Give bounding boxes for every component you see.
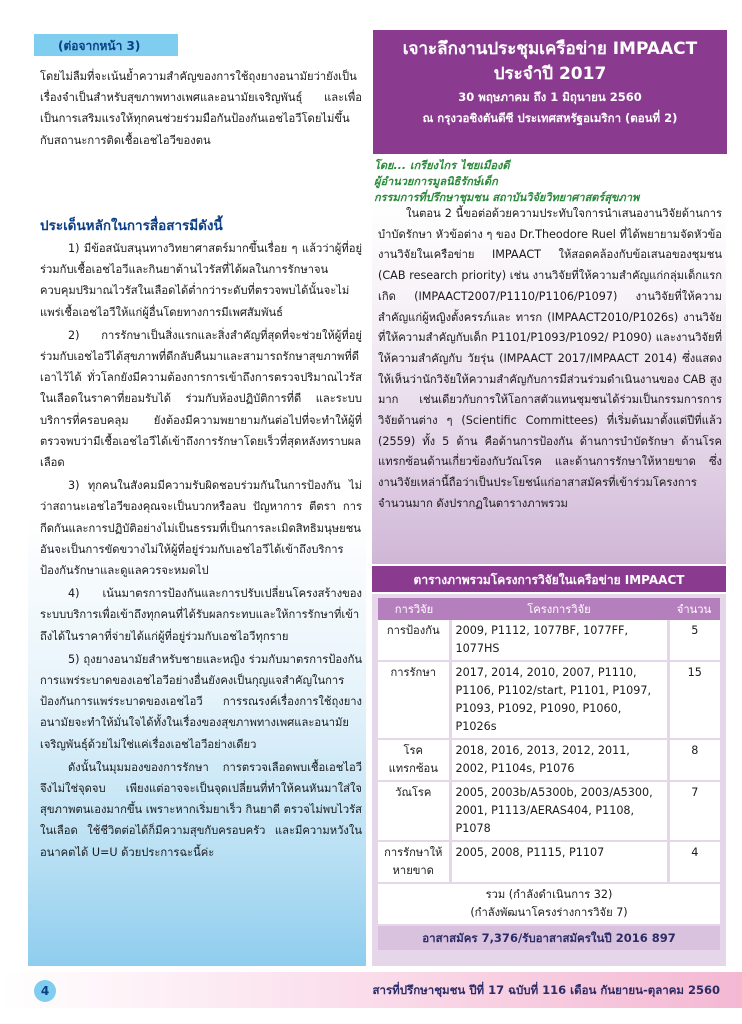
table-row [378, 841, 720, 883]
row-count: 7 [668, 781, 720, 841]
event-date: 30 พฤษภาคม ถึง 1 มิถุนายน 2560 [458, 90, 642, 104]
article-title: เจาะลึกงานประชุมเครือข่าย IMPAACT [402, 39, 698, 59]
publication-info: สารที่ปรึกษาชุมชน ปีที่ 17 ฉบับที่ 116 เดือน กันยายน-ตุลาคม 2560 [372, 983, 720, 997]
intro-paragraph: โดยไม่ลืมที่จะเน้นย้ำความสำคัญของการใช้ถุงยางอนามัยว่ายังเป็นเรื่องจำเป็นสำหรับสุขภาพทางเพศและอนามัยเจริญพันธุ์ และเพื่อเป็นการเสริมแรงให้ทุกคนช่วยร่วมมือกันป้องกันเอชไอวีโดยไม่ขึ้นกับสถานะการติดเชื้อเอชไอวีของตน [40, 70, 362, 147]
row-count: 5 [668, 620, 720, 661]
row-projects: 2018, 2016, 2013, 2012, 2011, 2002, P1104s, P1076 [450, 739, 668, 781]
section-heading: ประเด็นหลักในการสื่อสารมีดังนี้ [40, 218, 223, 234]
header-count: จำนวน [668, 598, 720, 620]
header-projects: โครงการวิจัย [450, 598, 668, 620]
point-5: 5) ถุงยางอนามัยสำหรับชายและหญิง ร่วมกับมาตรการป้องกันการแพร่ระบาดของเอชไอวีอย่างอื่นยังคงเป็นกุญแจสำคัญในการป้องกันการแพร่ระบาดของเอชไอวี การรณรงค์เรื่องการใช้ถุงยางอนามัยจะทำให้มั่นใจได้ทั้งในเรื่องของสุขภาพทางเพศและอนามัยเจริญพันธุ์ด้วยไม่ใช่แค่เรื่องเอชไอวีอย่างเดียว [40, 652, 362, 751]
left-column [28, 28, 366, 966]
row-projects: 2009, P1112, 1077BF, 1077FF, 1077HS [450, 620, 668, 661]
row-count: 4 [668, 841, 720, 883]
header-category: การวิจัย [378, 598, 450, 620]
article-paragraph: ในตอน 2 นี้ขอต่อด้วยความประทับใจการนำเสนองานวิจัยด้านการบำบัดรักษา หัวข้อต่าง ๆ ของ Dr.Theodore Ruel ที่ได้พยายามจัดหัวข้องานวิจัยในเครือข่าย IMPAACT ให้สอดคล้องกับข้อเสนอของชุมชน (CAB research priority) เช่น งานวิจัยที่ให้ความสำคัญแก่กลุ่มเด็กแรกเกิด (IMPAACT2007/P1110/P1106/P1097) งานวิจัยที่ให้ความสำคัญแก่ผู้หญิงตั้งครรภ์และ ทารก (IMPAACT2010/P1026s) งานวิจัยที่ให้ความสำคัญกับเด็ก P1101/P1093/P1092/ P1090) และงานวิจัยที่ให้ความสำคัญกับ วัยรุ่น (IMPAACT 2017/IMPAACT 2014) ซึ่งแสดงให้เห็นว่านักวิจัยให้ความสำคัญกับการมีส่วนร่วมดำเนินงานของ CAB สูงมาก เช่นเดียวกับการให้โอกาสตัวแทนชุมชนได้ร่วมเป็นกรรมการการวิจัยด้านต่าง ๆ (Scientific Committees) ที่เริ่มต้นมาตั้งแต่ปีที่แล้ว (2559) ทั้ง 5 ด้าน คือด้านการป้องกัน ด้านการบำบัดรักษา ด้านโรคแทรกซ้อนด้านเกี่ยวข้องกับวัณโรค และด้านการรักษาให้หายขาด ซึ่งงานวิจัยเหล่านี้ถือว่าเป็นประโยชน์แก่อาสาสมัครที่เข้าร่วมโครงการจำนวนมาก ดังปรากฏในตารางภาพรวม [378, 207, 722, 510]
author-block [374, 158, 726, 206]
event-place: ณ กรุงวอชิงตันดีซี ประเทศสหรัฐอเมริกา (ตอนที่ 2) [422, 111, 678, 125]
table-title: ตารางภาพรวมโครงการวิจัยในเครือข่าย IMPAACT [372, 566, 726, 592]
page-footer [0, 972, 742, 1008]
total-ongoing: รวม (กำลังดำเนินการ 32) [485, 888, 613, 901]
row-projects: 2005, 2008, P1115, P1107 [450, 841, 668, 883]
table-row [378, 781, 720, 841]
article-body [372, 204, 726, 564]
key-points [40, 238, 362, 865]
total-cell [378, 883, 720, 924]
row-projects: 2017, 2014, 2010, 2007, P1110, P1106, P1102/start, P1101, P1097, P1093, P1092, P1090, P1060, P1026s [450, 661, 668, 739]
continued-badge: (ต่อจากหน้า 3) [34, 34, 178, 56]
row-category: โรคแทรกซ้อน [378, 739, 450, 781]
row-category: การป้องกัน [378, 620, 450, 661]
author-affiliation: กรรมการที่ปรึกษาชุมชน สถาบันวิจัยวิทยาศาสตร์สุขภาพ [374, 191, 640, 204]
conclusion-paragraph: ดังนั้นในมุมมองของการรักษา การตรวจเลือดพบเชื้อเอชไอวีจึงไม่ใช่จุดจบ เพียงแต่อาจจะเป็นจุดเปลี่ยนที่ทำให้คนหันมาใส่ใจสุขภาพตนเองมากขึ้น เพราะหากเริ่มยาเร็ว กินยาดี ตรวจไม่พบไวรัสในเลือด ใช้ชีวิตต่อได้ก็มีความสุขกับครอบครัว และมีความหวังในอนาคตได้ U=U ด้วยประการฉะนี้ค่ะ [40, 760, 362, 859]
research-table [378, 598, 720, 924]
row-category: วัณโรค [378, 781, 450, 841]
volunteers-summary: อาสาสมัคร 7,376/รับอาสาสมัครในปี 2016 897 [378, 926, 720, 950]
table-total-row [378, 883, 720, 924]
article-title-box [373, 30, 727, 154]
point-3: 3) ทุกคนในสังคมมีความรับผิดชอบร่วมกันในการป้องกัน ไม่ว่าสถานะเอชไอวีของคุณจะเป็นบวกหรือลบ ปัญหาการ ตีตรา การกีดกันและการปฏิบัติอย่างไม่เป็นธรรมที่เป็นการละเมิดสิทธิมนุษยชนอันจะเป็นการขัดขวางไม่ให้ผู้ที่อยู่ร่วมกับเอชไอวีได้เข้าถึงบริการป้องกันรักษาและดูแลควรจะหมดไป [40, 479, 362, 578]
row-category: การรักษาให้หายขาด [378, 841, 450, 883]
author-role: ผู้อำนวยการมูลนิธิรักษ์เด็ก [374, 175, 498, 188]
row-projects: 2005, 2003b/A5300b, 2003/A5300, 2001, P1113/AERAS404, P1108, P1078 [450, 781, 668, 841]
total-developing: (กำลังพัฒนาโครงร่างการวิจัย 7) [470, 906, 628, 919]
row-count: 8 [668, 739, 720, 781]
author-name: โดย... เกรียงไกร ไชยเมืองดี [374, 159, 510, 172]
table-row [378, 739, 720, 781]
point-4: 4) เน้นมาตรการป้องกันและการปรับเปลี่ยนโครงสร้างของระบบบริการเพื่อเข้าถึงทุกคนที่ได้รับผลกระทบและให้การรักษาที่เข้าถึงได้ในราคาที่จ่ายได้แก่ผู้ที่อยู่ร่วมกับเอชไอวีทุกราย [40, 587, 362, 643]
article-title-year: ประจำปี 2017 [493, 64, 607, 84]
point-1: 1) มีข้อสนับสนุนทางวิทยาศาสตร์มากขึ้นเรื่อย ๆ แล้วว่าผู้ที่อยู่ร่วมกับเชื้อเอชไอวีและกินยาต้านไวรัสที่ได้ผลในการรักษาจนควบคุมปริมาณไวรัสในเลือดได้ต่ำกว่าระดับที่ตรวจพบได้นั้นจะไม่แพร่เชื้อเอชไอวีให้แก่ผู้อื่นโดยทางการมีเพศสัมพันธ์ [40, 242, 362, 319]
page-number: 4 [34, 980, 56, 1002]
row-count: 15 [668, 661, 720, 739]
research-table-container [372, 594, 726, 966]
table-row [378, 620, 720, 661]
table-row [378, 661, 720, 739]
row-category: การรักษา [378, 661, 450, 739]
point-2: 2) การรักษาเป็นสิ่งแรกและสิ่งสำคัญที่สุดที่จะช่วยให้ผู้ที่อยู่ร่วมกับเอชไอวีได้สุขภาพที่ดีกลับคืนมาและสามารถรักษาสุขภาพที่ดีเอาไว้ได้ ทั่วโลกยังมีความต้องการการเข้าถึงการตรวจปริมาณไวรัสในเลือดในราคาที่ยอมรับได้ ร่วมกับห้องปฏิบัติการที่ดี และระบบบริการที่ครอบคลุม ยังต้องมีความพยายามกันต่อไปที่จะทำให้ผู้ที่ตรวจพบว่ามีเชื้อเอชไอวีได้เข้าถึงการรักษาโดยเร็วที่สุดหลังทราบผลเลือด [40, 328, 362, 470]
